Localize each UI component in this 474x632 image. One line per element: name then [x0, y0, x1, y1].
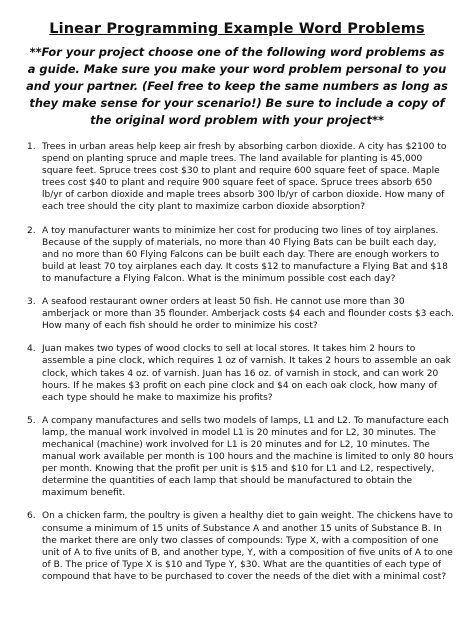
problem-text: A seafood restaurant owner orders at least 50 fish. He cannot use more than 30 amberjack or more than 35 flounder. Amberjack costs $4 each and flounder costs $3 each. How many of each fish should he order to minimize his cost? — [42, 297, 454, 332]
problem-item-1 — [20, 141, 454, 214]
problem-number: 1. — [27, 142, 36, 152]
problem-list — [20, 141, 454, 583]
problem-item-4 — [20, 343, 454, 403]
problem-number: 6. — [27, 511, 36, 522]
problem-item-3 — [20, 296, 454, 332]
instructions-paragraph: **For your project choose one of the following word problems as a guide. Make sure you make your word problem personal to you and your partner. (Feel free to keep the same numbers as long as they make sense for your scenario!) Be sure to include a copy of the original word problem with your project** — [26, 45, 448, 127]
problem-text: On a chicken farm, the poultry is given a healthy diet to gain weight. The chickens have to consume a minimum of 15 units of Substance A and another 15 units of Substance B. In the market there are only two classes of compounds: Type X, with a composition of one unit of A to five units of B, and another type, Y, with a composition of five units of A to one of B. The price of Type X is $10 and Type Y, $30. What are the quantities of each type of compound that have to be purchased to cover the needs of the diet with a minimal cost? — [42, 511, 453, 582]
problem-item-6 — [20, 510, 454, 583]
problem-number: 4. — [27, 344, 36, 355]
problem-text: A company manufactures and sells two models of lamps, L1 and L2. To manufacture each lamp, the manual work involved in model L1 is 20 minutes and for L2, 30 minutes. The mechanical (machine) work involved for L1 is 20 minutes and for L2, 10 minutes. The manual work available per month is 100 hours and the machine is limited to only 80 hours per month. Knowing that the profit per unit is $15 and $10 for L1 and L2, respectively, determine the quantities of each lamp that should be manufactured to obtain the maximum benefit. — [42, 415, 454, 499]
problem-number: 2. — [27, 225, 36, 236]
problem-text: Juan makes two types of wood clocks to sell at local stores. It takes him 2 hours to assemble a pine clock, which requires 1 oz of varnish. It takes 2 hours to assemble an oak clock, which takes 4 oz. of varnish. Juan has 16 oz. of varnish in stock, and can work 20 hours. If he makes $3 profit on each pine clock and $4 on each oak clock, how many of each type should he make to maximize his profits? — [42, 344, 451, 403]
problem-number: 5. — [27, 415, 36, 426]
problem-item-2 — [20, 225, 454, 285]
page-title: Linear Programming Example Word Problems — [49, 21, 425, 37]
problem-number: 3. — [27, 297, 36, 308]
problem-text: Trees in urban areas help keep air fresh by absorbing carbon dioxide. A city has $2100 to spend on planting spruce and maple trees. The land available for planting is 45,000 square feet. Spruce trees cost $30 to plant and require 600 square feet of space. Maple trees cost $40 to plant and require 900 square feet of space. Spruce trees absorb 650 lb/yr of carbon dioxide and maple trees absorb 300 lb/yr of carbon dioxide. How many of each tree should the city plant to maximize carbon dioxide absorption? — [42, 142, 447, 213]
problem-item-5 — [20, 415, 454, 500]
problem-text: A toy manufacturer wants to minimize her cost for producing two lines of toy airplanes. Because of the supply of materials, no more than 40 Flying Bats can be built each day, and no more than 60 Flying Falcons can be built each day. There are enough workers to build at least 70 toy airplanes each day. It costs $12 to manufacture a Flying Bat and $18 to manufacture a Flying Falcon. What is the minimum possible cost each day? — [42, 225, 448, 284]
